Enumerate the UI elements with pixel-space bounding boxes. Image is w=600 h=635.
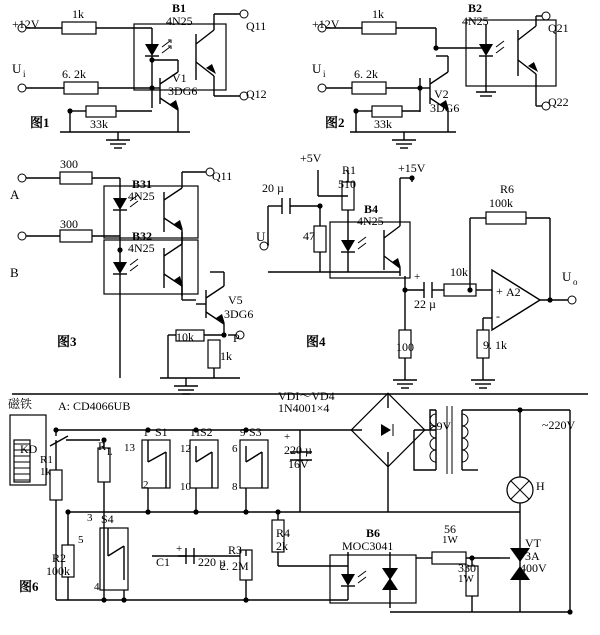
fig6-r3-value: 2. 2M [220, 559, 249, 573]
fig6-c1-label: C1 [156, 555, 171, 569]
fig1-v1-type: 3DG6 [168, 84, 198, 98]
fig1-r2-label: 6. 2k [62, 67, 86, 81]
fig4-r6-label: R6 [500, 182, 515, 196]
fig4-uo-sub: o [573, 277, 578, 287]
fig6-pin12-label: 12 [180, 443, 191, 455]
fig6-pin9-label: 9 [240, 427, 246, 439]
fig6-9v-label: ~9V [430, 419, 452, 433]
fig6-pin6-label: 6 [232, 443, 238, 455]
fig6-mains-label: ~220V [542, 418, 576, 432]
svg-text:+: + [496, 284, 503, 298]
fig6-vt-label: VT [525, 536, 541, 550]
fig2-v2-label: V2 [434, 87, 449, 101]
fig3-q11-label: Q11 [212, 169, 233, 183]
fig4-c22u-label: 22 µ [414, 297, 436, 311]
fig4-r47-label: 47 [303, 229, 315, 243]
figure-caption-2: 图2 [325, 115, 345, 130]
fig1-v1-label: V1 [172, 71, 187, 85]
fig6-vt-voltage: 400V [520, 561, 547, 575]
figure-caption-6: 图6 [19, 579, 39, 594]
fig6-c1-plus: + [176, 543, 183, 555]
fig6-diodes-type: 1N4001×4 [278, 401, 330, 415]
fig1-b1-label: B1 [172, 1, 187, 15]
fig4-5v-label: +5V [300, 151, 322, 165]
fig2-ui-sub: i [323, 69, 326, 79]
fig3-r1k-label: 1k [220, 349, 232, 363]
fig2-b2-label: B2 [468, 1, 483, 15]
fig2-ui-label: U [312, 61, 322, 76]
fig4-r91k-label: 9. 1k [483, 338, 507, 352]
fig6-r2-label: R2 [52, 551, 67, 565]
fig2-q22-label: Q22 [548, 95, 569, 109]
fig6-b6-label: B6 [366, 526, 381, 540]
fig6-r1-label: R1 [40, 454, 53, 466]
fig3-b32-type: 4N25 [128, 241, 155, 255]
fig2-b2-type: 4N25 [462, 14, 489, 28]
fig4-c20u-label: 20 µ [262, 181, 284, 195]
fig4-cap-plus-sign: + [414, 271, 421, 283]
fig6-r1-value: 1k [40, 466, 51, 478]
fig6-pin3-label: 3 [87, 512, 93, 524]
fig4-r10k-label: 10k [450, 265, 468, 279]
fig2-r3-label: 33k [374, 117, 392, 131]
fig4-15v-label: +15V [398, 161, 426, 175]
fig4-b4-label: B4 [364, 202, 379, 216]
fig6-r56-power: 1W [442, 534, 458, 546]
fig6-pin1-label: 1 [143, 427, 149, 439]
fig6-diodes-label: VDI～VD4 [278, 389, 335, 403]
fig4-b4-type: 4N25 [357, 214, 384, 228]
fig2-r1-label: 1k [372, 7, 384, 21]
fig3-v5-type: 3DG6 [224, 307, 254, 321]
fig3-r10k-label: 10k [176, 330, 194, 344]
fig3-rb-label: 300 [60, 217, 78, 231]
fig2-supply-label: +12V [312, 17, 340, 31]
fig6-ic-label: A: CD4066UB [58, 399, 131, 413]
fig1-b1-type: 4N25 [166, 14, 193, 28]
fig6-cap-value: 220 µ [284, 443, 312, 457]
fig6-r4-label: R4 [276, 526, 291, 540]
fig6-pin4-label: 4 [94, 581, 100, 593]
fig6-pin8-label: 8 [232, 481, 238, 493]
fig3-b31-type: 4N25 [128, 189, 155, 203]
fig6-vt-current: 3A [525, 549, 540, 563]
fig6-cap-plus: + [284, 431, 291, 443]
fig1-supply-label: +12V [12, 17, 40, 31]
fig3-b32-label: B32 [132, 229, 153, 243]
fig3-ra-label: 300 [60, 157, 78, 171]
fig6-cap-voltage: 16V [288, 457, 309, 471]
fig6-pin11-label: 11 [190, 427, 201, 439]
fig6-pin2-label: 2 [143, 479, 149, 491]
figure-caption-3: 图3 [57, 334, 77, 349]
fig6-r4-value: 2k [276, 539, 288, 553]
fig6-pin13-label: 13 [124, 442, 135, 454]
fig6-r56-label: 56 [444, 522, 456, 536]
svg-text:-: - [496, 309, 500, 323]
fig6-b6-type: MOC3041 [342, 539, 394, 553]
fig6-kd-label: KD [20, 442, 38, 456]
fig2-q21-label: Q21 [548, 21, 569, 35]
figure-caption-4: 图4 [306, 334, 326, 349]
fig1-r3-label: 33k [90, 117, 108, 131]
fig6-rl-sub: L [107, 447, 113, 457]
fig4-r1-value: 510 [338, 177, 356, 191]
fig1-r1-label: 1k [72, 7, 84, 21]
fig6-r330-label: 330 [458, 561, 476, 575]
fig1-q12-label: Q12 [246, 87, 267, 101]
fig6-s2-label: S2 [200, 425, 213, 439]
fig6-pin5-label: 5 [78, 534, 84, 546]
fig4-r1-label: R1 [342, 163, 357, 177]
fig1-q11-label: Q11 [246, 19, 267, 33]
fig6-r3-label: R3 [228, 543, 243, 557]
fig6-magnet-label: 磁铁 [8, 397, 33, 411]
fig6-s1-label: S1 [155, 425, 168, 439]
fig3-p-label: P [233, 331, 240, 345]
fig6-r330-power: 1W [458, 573, 474, 585]
fig1-ui-sub: i [23, 69, 26, 79]
figure-caption-1: 图1 [30, 115, 50, 130]
fig2-r2-label: 6. 2k [354, 67, 378, 81]
fig4-r100-label: 100 [396, 340, 414, 354]
fig6-s4-label: S4 [101, 512, 114, 526]
fig4-uo-label: U [562, 269, 572, 284]
fig6-rl-label: R [98, 439, 107, 453]
fig2-v2-type: 3DG6 [430, 101, 460, 115]
fig6-lamp-label: H [536, 479, 545, 493]
fig4-ui-label: U [256, 229, 266, 244]
fig6-r2-value: 100k [46, 564, 70, 578]
fig1-ui-label: U [12, 61, 22, 76]
fig4-ui-sub: i [267, 237, 270, 247]
fig3-v5-label: V5 [228, 293, 243, 307]
fig3-input-b-label: B [10, 265, 19, 280]
fig6-s3-label: S3 [249, 425, 262, 439]
fig4-r6-value: 100k [489, 196, 513, 210]
fig3-b31-label: B31 [132, 177, 153, 191]
fig3-input-a-label: A [10, 187, 20, 202]
fig4-a2-label: A2 [506, 285, 521, 299]
fig6-c1-value: 220 µ [198, 555, 226, 569]
fig6-pin10-label: 10 [180, 481, 191, 493]
